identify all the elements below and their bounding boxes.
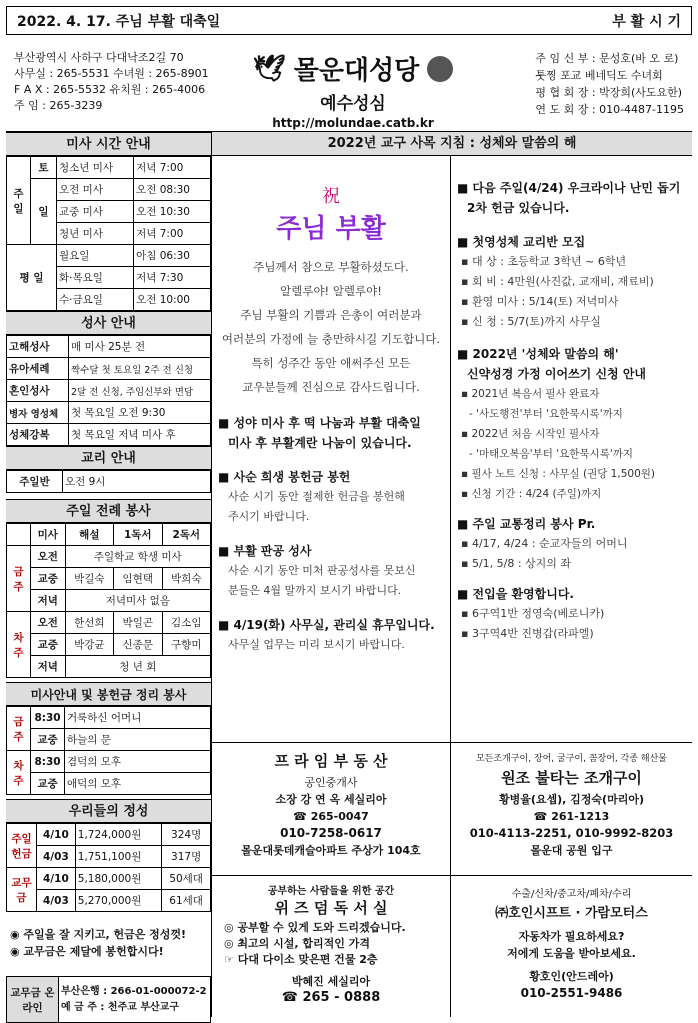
list-item: ▪ 신청 기간 : 4/24 (주일)까지 bbox=[461, 488, 602, 500]
mass-col: 교중 bbox=[31, 634, 66, 656]
offering-table bbox=[6, 823, 211, 912]
notice-head: ■ 2022년 '성체와 말씀의 해' bbox=[457, 347, 619, 361]
list-item: ▪ 3구역4반 진병갑(라파엘) bbox=[461, 627, 594, 640]
mass-col: 저녁 bbox=[31, 656, 66, 678]
guide-group: 거룩하신 어머니 bbox=[65, 707, 211, 729]
parish-info bbox=[14, 50, 209, 114]
sacrament-name: 고해성사 bbox=[7, 336, 69, 358]
msg-line: 주님께서 참으로 부활하셨도다. bbox=[253, 260, 409, 274]
this-week-label: 금주 bbox=[7, 546, 31, 612]
list-item: ▪ 2021년 복음서 필사 완료자 bbox=[461, 388, 600, 400]
notice-head: ■ 주일 교통정리 봉사 Pr. bbox=[457, 517, 596, 531]
ad-line: ☎ 265-0047 bbox=[293, 810, 369, 823]
offering-date: 4/10 bbox=[37, 868, 76, 890]
server-name: 박일곤 bbox=[114, 612, 162, 634]
sacrament-name: 병자 영성체 bbox=[7, 402, 69, 424]
notice-4 bbox=[218, 615, 444, 655]
offering-count: 324명 bbox=[162, 824, 211, 846]
note: ◉ 교무금은 제달에 봉헌합시다! bbox=[10, 945, 164, 958]
mass-item: 화·목요일 bbox=[57, 267, 134, 289]
mass-table bbox=[6, 156, 211, 311]
list-item: ▪ 신 청 : 5/7(토)까지 사무실 bbox=[461, 315, 601, 328]
liturgy-table bbox=[6, 523, 211, 678]
guide-group: 하늘의 문 bbox=[65, 729, 211, 751]
notice-head: 신약성경 가정 이어쓰기 신청 안내 bbox=[467, 367, 647, 381]
notice-text: 주시기 바랍니다. bbox=[228, 510, 310, 523]
list-item: ▪ 환영 미사 : 5/14(토) 저녁미사 bbox=[461, 295, 619, 308]
header-season: 부 활 시 기 bbox=[612, 13, 681, 30]
middle-column bbox=[212, 156, 450, 742]
mass-item: 교중 미사 bbox=[57, 201, 134, 223]
sacrament-table bbox=[6, 335, 211, 446]
ad-title: ㈜호인시프트 · 가람모터스 bbox=[495, 906, 648, 921]
notice-text: 분들은 4월 말까지 보시기 바랍니다. bbox=[228, 584, 402, 597]
notice-text: 사무실 업무는 미리 보시기 바랍니다. bbox=[228, 638, 405, 651]
ad-studyroom bbox=[212, 875, 450, 1017]
ad-line: 공인중개사 bbox=[304, 776, 358, 789]
mass-item: 청년 미사 bbox=[57, 223, 134, 245]
list-item: ▪ 대 상 : 초등학교 3학년 ~ 6학년 bbox=[461, 255, 627, 268]
ad-line: 공부하는 사람들을 위한 공간 bbox=[267, 886, 395, 897]
guide-table bbox=[6, 706, 211, 795]
pastoral-title: 2022년 교구 사목 지침 : 성체와 말씀의 해 bbox=[212, 132, 692, 156]
server-name: 김소임 bbox=[162, 612, 211, 634]
server-name: 주일학교 학생 미사 bbox=[65, 546, 210, 568]
sacrament-name: 혼인성사 bbox=[7, 380, 69, 402]
offering-count: 50세대 bbox=[162, 868, 211, 890]
welcome-list bbox=[457, 604, 686, 644]
sunday-offering-label: 주일 헌금 bbox=[7, 824, 37, 868]
ad-line: 몰운대 공원 입구 bbox=[530, 844, 613, 857]
notice-head: ■ 성야 미사 후 떡 나눔과 부활 대축일 bbox=[218, 416, 421, 430]
offering-notes bbox=[6, 912, 211, 966]
account-holder: 예 금 주 : 천주교 부산교구 bbox=[61, 1001, 180, 1013]
account-table bbox=[6, 976, 211, 1023]
notice-head: 미사 후 부활계란 나눔이 있습니다. bbox=[228, 436, 412, 450]
account-number: 부산은행 : 266-01-000072-2 bbox=[61, 985, 207, 997]
mass-time: 오전 08:30 bbox=[134, 179, 211, 201]
mass-col: 오전 bbox=[31, 612, 66, 634]
notice-head: ■ 전입을 환영합니다. bbox=[457, 587, 574, 601]
church-icon bbox=[427, 56, 453, 82]
server-name: 저녁미사 없음 bbox=[65, 590, 210, 612]
offering-date: 4/10 bbox=[37, 824, 76, 846]
notice-head: ■ 부활 판공 성사 bbox=[218, 544, 312, 558]
ad-line: 010-7258-0617 bbox=[280, 826, 382, 840]
guide-group: 겸덕의 모후 bbox=[65, 751, 211, 773]
mass-item: 청소년 미사 bbox=[57, 157, 134, 179]
notice-text: 사순 시기 동안 미처 판공성사를 못보신 bbox=[228, 564, 416, 577]
offering-date: 4/03 bbox=[37, 890, 76, 912]
next-week-label: 차주 bbox=[7, 612, 31, 678]
mass-time: 아침 06:30 bbox=[134, 245, 211, 267]
mass-item: 월요일 bbox=[57, 245, 134, 267]
ad-motors bbox=[450, 875, 692, 1017]
ad-seafood bbox=[450, 742, 692, 875]
col-head: 미사 bbox=[31, 524, 66, 546]
notice-text: 사순 시기 동안 절제한 헌금을 봉헌해 bbox=[228, 490, 405, 503]
msg-line: 특히 성주간 동안 애써주신 모든 bbox=[251, 356, 411, 370]
ad-title: 원조 불타는 조개구이 bbox=[501, 769, 642, 787]
bulletin-header bbox=[6, 6, 692, 35]
offering-title: 우리들의 정성 bbox=[6, 799, 211, 823]
offering-amount: 1,751,100원 bbox=[75, 846, 161, 868]
ad-line: 자동차가 필요하세요? bbox=[518, 930, 625, 943]
ad-line: 황호인(안드레아) bbox=[529, 970, 614, 983]
offering-amount: 5,180,000원 bbox=[75, 868, 161, 890]
list-item: ▪ 5/1, 5/8 : 상지의 좌 bbox=[461, 557, 572, 570]
sunday-label: 주 일 bbox=[7, 157, 31, 245]
guide-mass: 8:30 bbox=[31, 707, 65, 729]
list-item: ▪ 회 비 : 4만원(사진값, 교재비, 재료비) bbox=[461, 275, 654, 288]
header-date: 2022. 4. 17. 주님 부활 대축일 bbox=[17, 13, 221, 30]
ad-line: 010-2551-9486 bbox=[520, 986, 623, 1000]
ad-line: 박혜진 세실리아 bbox=[291, 975, 371, 988]
staff-line: 평 협 회 장 : 박장희(사도요한) bbox=[535, 86, 683, 99]
notice-head: ■ 첫영성체 교리반 모집 bbox=[457, 235, 586, 249]
mass-item: 오전 미사 bbox=[57, 179, 134, 201]
sat-label: 토 bbox=[31, 157, 57, 179]
notice-head: ■ 다음 주일(4/24) 우크라이나 난민 돕기 bbox=[457, 181, 681, 195]
ad-line: ☎ 261-1213 bbox=[533, 810, 610, 823]
msg-line: 알렐루야! 알렐루야! bbox=[280, 284, 382, 298]
guide-mass: 교중 bbox=[31, 773, 65, 795]
ad-title: 위 즈 덤 독 서 실 bbox=[274, 899, 388, 917]
col-head: 해설 bbox=[65, 524, 113, 546]
mass-time: 저녁 7:00 bbox=[134, 157, 211, 179]
ad-line: 소장 강 연 옥 세실리아 bbox=[275, 793, 387, 806]
mass-time: 오전 10:00 bbox=[134, 289, 211, 311]
sacrament-name: 성체강복 bbox=[7, 424, 69, 446]
guide-group: 애덕의 모후 bbox=[65, 773, 211, 795]
left-column bbox=[6, 132, 212, 1017]
parish-logo bbox=[238, 50, 468, 130]
guide-mass: 8:30 bbox=[31, 751, 65, 773]
pastor-phone: 주 임 : 265-3239 bbox=[14, 99, 103, 112]
notice-1 bbox=[218, 413, 444, 453]
sacrament-info: 첫 목요일 저녁 미사 후 bbox=[69, 424, 211, 446]
celebrate-mark: 祝 bbox=[322, 186, 340, 207]
mass-col: 저녁 bbox=[31, 590, 66, 612]
ad-realestate bbox=[212, 742, 450, 875]
parish-sub: 예수성심 bbox=[320, 94, 386, 114]
sacrament-info: 매 미사 25분 전 bbox=[69, 336, 211, 358]
ad-line: 몰운대롯데캐슬아파트 주상가 104호 bbox=[241, 844, 421, 857]
staff-list bbox=[535, 50, 684, 118]
server-name: 청 년 회 bbox=[65, 656, 210, 678]
server-name: 한선희 bbox=[65, 612, 113, 634]
offering-count: 317명 bbox=[162, 846, 211, 868]
top-banner bbox=[6, 40, 692, 132]
guide-mass: 교중 bbox=[31, 729, 65, 751]
doctrine-table bbox=[6, 470, 211, 493]
address: 부산광역시 사하구 다대낙조2길 70 bbox=[14, 51, 184, 64]
notice-head: ■ 사순 희생 봉헌금 봉헌 bbox=[218, 470, 351, 484]
mass-col: 오전 bbox=[31, 546, 66, 568]
offering-date: 4/03 bbox=[37, 846, 76, 868]
server-name: 박희숙 bbox=[162, 568, 211, 590]
notice-head: ■ 4/19(화) 사무실, 관리실 휴무입니다. bbox=[218, 618, 435, 632]
list-item: ▪ 2022년 처음 시작인 필사자 bbox=[461, 428, 600, 440]
list-item: ▪ 6구역1반 정영숙(베로니카) bbox=[461, 607, 605, 620]
dove-icon: 🕊 bbox=[252, 53, 286, 84]
col-head: 1독서 bbox=[114, 524, 162, 546]
notice-head: 2차 헌금 있습니다. bbox=[467, 201, 570, 215]
msg-line: 여러분의 가정에 늘 충만하시길 기도합니다. bbox=[221, 332, 441, 346]
liturgy-title: 주일 전례 봉사 bbox=[6, 499, 211, 523]
sacrament-title: 성사 안내 bbox=[6, 311, 211, 335]
ad-line: ☞ 다대 다이소 맞은편 건물 2층 bbox=[224, 953, 378, 966]
traffic-list bbox=[457, 534, 686, 574]
server-name: 임현택 bbox=[114, 568, 162, 590]
mass-item: 수·금요일 bbox=[57, 289, 134, 311]
col-head: 2독서 bbox=[162, 524, 211, 546]
ad-line: ◎ 최고의 시설, 합리적인 가격 bbox=[224, 937, 370, 950]
offering-count: 61세대 bbox=[162, 890, 211, 912]
list-item: - '사도행전'부터 '요한묵시록'까지 bbox=[469, 408, 623, 420]
weekday-label: 평 일 bbox=[7, 245, 57, 311]
msg-line: 교우분들께 진심으로 감사드립니다. bbox=[242, 380, 420, 394]
right-column bbox=[450, 156, 692, 742]
mass-time: 저녁 7:00 bbox=[134, 223, 211, 245]
server-name: 박강균 bbox=[65, 634, 113, 656]
easter-title: 주님 부활 bbox=[276, 214, 386, 244]
next-week-label: 차주 bbox=[7, 751, 31, 795]
easter-message bbox=[218, 255, 444, 399]
doctrine-time: 오전 9시 bbox=[63, 471, 211, 493]
ad-title: 프 라 임 부 동 산 bbox=[274, 752, 388, 770]
mass-time: 오전 10:30 bbox=[134, 201, 211, 223]
msg-line: 주님 부활의 기쁨과 은총이 여러분과 bbox=[240, 308, 422, 322]
server-name: 박길숙 bbox=[65, 568, 113, 590]
phone-line: 사무실 : 265-5531 수녀원 : 265-8901 bbox=[14, 67, 209, 80]
parish-url[interactable]: http://molundae.catb.kr bbox=[272, 116, 434, 130]
ad-line: ☎ 265 - 0888 bbox=[281, 990, 381, 1005]
doctrine-title: 교리 안내 bbox=[6, 446, 211, 470]
mass-time: 저녁 7:30 bbox=[134, 267, 211, 289]
ad-line: 황병율(요셉), 김정숙(마리아) bbox=[498, 793, 644, 806]
list-item: ▪ 4/17, 4/24 : 순교자들의 어머니 bbox=[461, 537, 628, 550]
day-label: 일 bbox=[31, 179, 57, 245]
server-name: 신종문 bbox=[114, 634, 162, 656]
account-label: 교무금 온라인 bbox=[7, 977, 59, 1023]
fax-line: F A X : 265-5532 유치원 : 265-4006 bbox=[14, 83, 206, 96]
sacrament-info: 첫 목요일 오전 9:30 bbox=[69, 402, 211, 424]
doctrine-label: 주일반 bbox=[7, 471, 63, 493]
mass-col: 교중 bbox=[31, 568, 66, 590]
note: ◉ 주일을 잘 지키고, 헌금은 정성껏! bbox=[10, 928, 187, 941]
ad-line: 모든조개구이, 장어, 굴구이, 꼼장어, 각종 해산물 bbox=[476, 754, 667, 764]
first-communion-list bbox=[457, 252, 686, 332]
server-name: 구향미 bbox=[162, 634, 211, 656]
sacrament-info: 2달 전 신청, 주임신부와 면담 bbox=[69, 380, 211, 402]
ad-line: 저에게 도움을 받아보세요. bbox=[507, 947, 636, 960]
dues-label: 교무금 bbox=[7, 868, 37, 912]
ad-line: ◎ 공부할 수 있게 도와 드리겠습니다. bbox=[224, 921, 406, 934]
guide-title: 미사안내 및 봉헌금 정리 봉사 bbox=[6, 682, 211, 706]
staff-line: 툿찡 포교 베네딕도 수녀회 bbox=[535, 69, 663, 82]
ad-line: 010-4113-2251, 010-9992-8203 bbox=[469, 826, 674, 840]
offering-amount: 5,270,000원 bbox=[75, 890, 161, 912]
offering-amount: 1,724,000원 bbox=[75, 824, 161, 846]
list-item: - '마태오복음'부터 '요한묵시록'까지 bbox=[469, 448, 634, 460]
notice-3 bbox=[218, 541, 444, 601]
ad-line: 수출/신차/중고차/폐차/수리 bbox=[511, 889, 632, 900]
staff-line: 연 도 회 장 : 010-4487-1195 bbox=[535, 103, 684, 116]
this-week-label: 금주 bbox=[7, 707, 31, 751]
sacrament-name: 유아세례 bbox=[7, 358, 69, 380]
parish-name: 몰운대성당 bbox=[293, 56, 420, 86]
sacrament-info: 짝수달 첫 토요일 2주 전 신청 bbox=[69, 358, 211, 380]
transcription-list bbox=[457, 384, 686, 504]
staff-line: 주 임 신 부 : 문성호(바 오 로) bbox=[535, 52, 679, 65]
notice-2 bbox=[218, 467, 444, 527]
list-item: ▪ 필사 노트 신청 : 사무실 (권당 1,500원) bbox=[461, 468, 655, 480]
mass-title: 미사 시간 안내 bbox=[6, 132, 211, 156]
